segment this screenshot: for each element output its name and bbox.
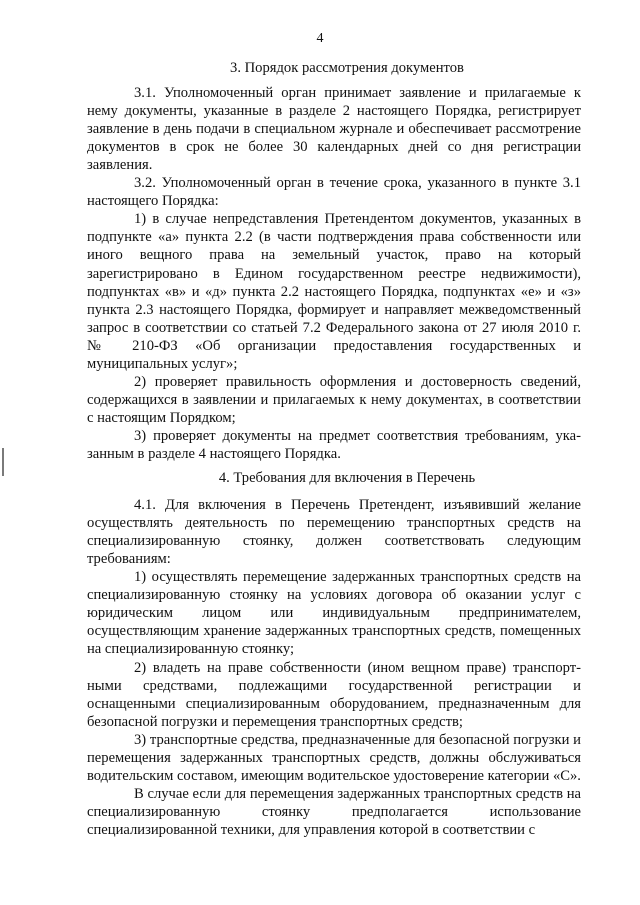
page-number: 4 [316,31,324,46]
paragraph-3-2-item-2: 2) проверяет правильность оформления и достоверность сведений, содержащихся в заявлении и прилагаемых к нему документах, в соответствии с настоящим Порядком; [87,373,581,426]
paragraph-4-1-special-case: В случае если для перемещения задержанных транспортных средств на специализированную стоянку предполагается использование специализированной техники, для управления которой в соответствии с [87,785,581,838]
paragraph-4-1-item-2: 2) владеть на праве собственности (ином вещном праве) транспортными средствами, подлежащими государственной регистрации и оснащенными специализированным оборудованием, предназначенным для безопасной погрузки и перемещения транспортных средств; [87,659,581,730]
document-body [87,59,581,839]
scan-margin-mark [2,448,4,476]
section-3-heading: 3. Порядок рассмотрения документов [230,60,464,76]
paragraph-3-1: 3.1. Уполномоченный орган принимает заявление и прилагаемые к нему документы, указанные в разделе 2 настоящего Порядка, регистрирует заявление в день подачи в специальном журнале и обеспечивает рассмотрение документов в срок не более 30 календарных дней со дня регистрации заявления. [87,85,581,174]
paragraph-4-1-item-1: 1) осуществлять перемещение задержанных транспортных средств на специализированную стоянку на условиях договора об оказании услуг с юридическим лицом или индивидуальным предпринимателем, осуществляющим хранение задержанных транспортных средств, помещенных на специализированную стоянку; [87,569,581,658]
section-4-heading: 4. Требования для включения в Перечень [218,470,476,487]
paragraph-3-2: 3.2. Уполномоченный орган в течение срока, указанного в пункте 3.1 настоящего Порядка: [87,175,581,210]
paragraph-3-2-item-3: 3) проверяет документы на предмет соответствия требованиям, указанным в разделе 4 настоящего Порядка. [87,427,581,462]
paragraph-4-1-item-3: 3) транспортные средства, предназначенные для безопасной погрузки и перемещения задержанных транспортных средств, должны обслуживаться водительским составом, имеющим водительское удостоверение категории «С». [87,731,581,784]
paragraph-4-1: 4.1. Для включения в Перечень Претендент, изъявивший желание осуществлять деятельность по перемещению транспортных средств на специализированную стоянку, должен соответствовать следующим требованиям: [87,497,581,568]
paragraph-3-2-item-1: 1) в случае непредставления Претендентом документов, указанных в подпункте «а» пункта 2.2 (в части подтверждения права собственности или иного вещного права на земельный участок, право на который зарегистрировано в Едином государственном реестре недвижимости), подпунктах «в» и «д» пункта 2.2 настоящего Порядка, подпунктах «е» и «з» пункта 2.3 настоящего Порядка, формирует и направляет межведомственный запрос в соответствии со статьей 7.2 Федерального закона от 27 июля 2010 г. № 210-ФЗ «Об организации предоставления государственных и муниципальных услуг»; [87,211,581,372]
